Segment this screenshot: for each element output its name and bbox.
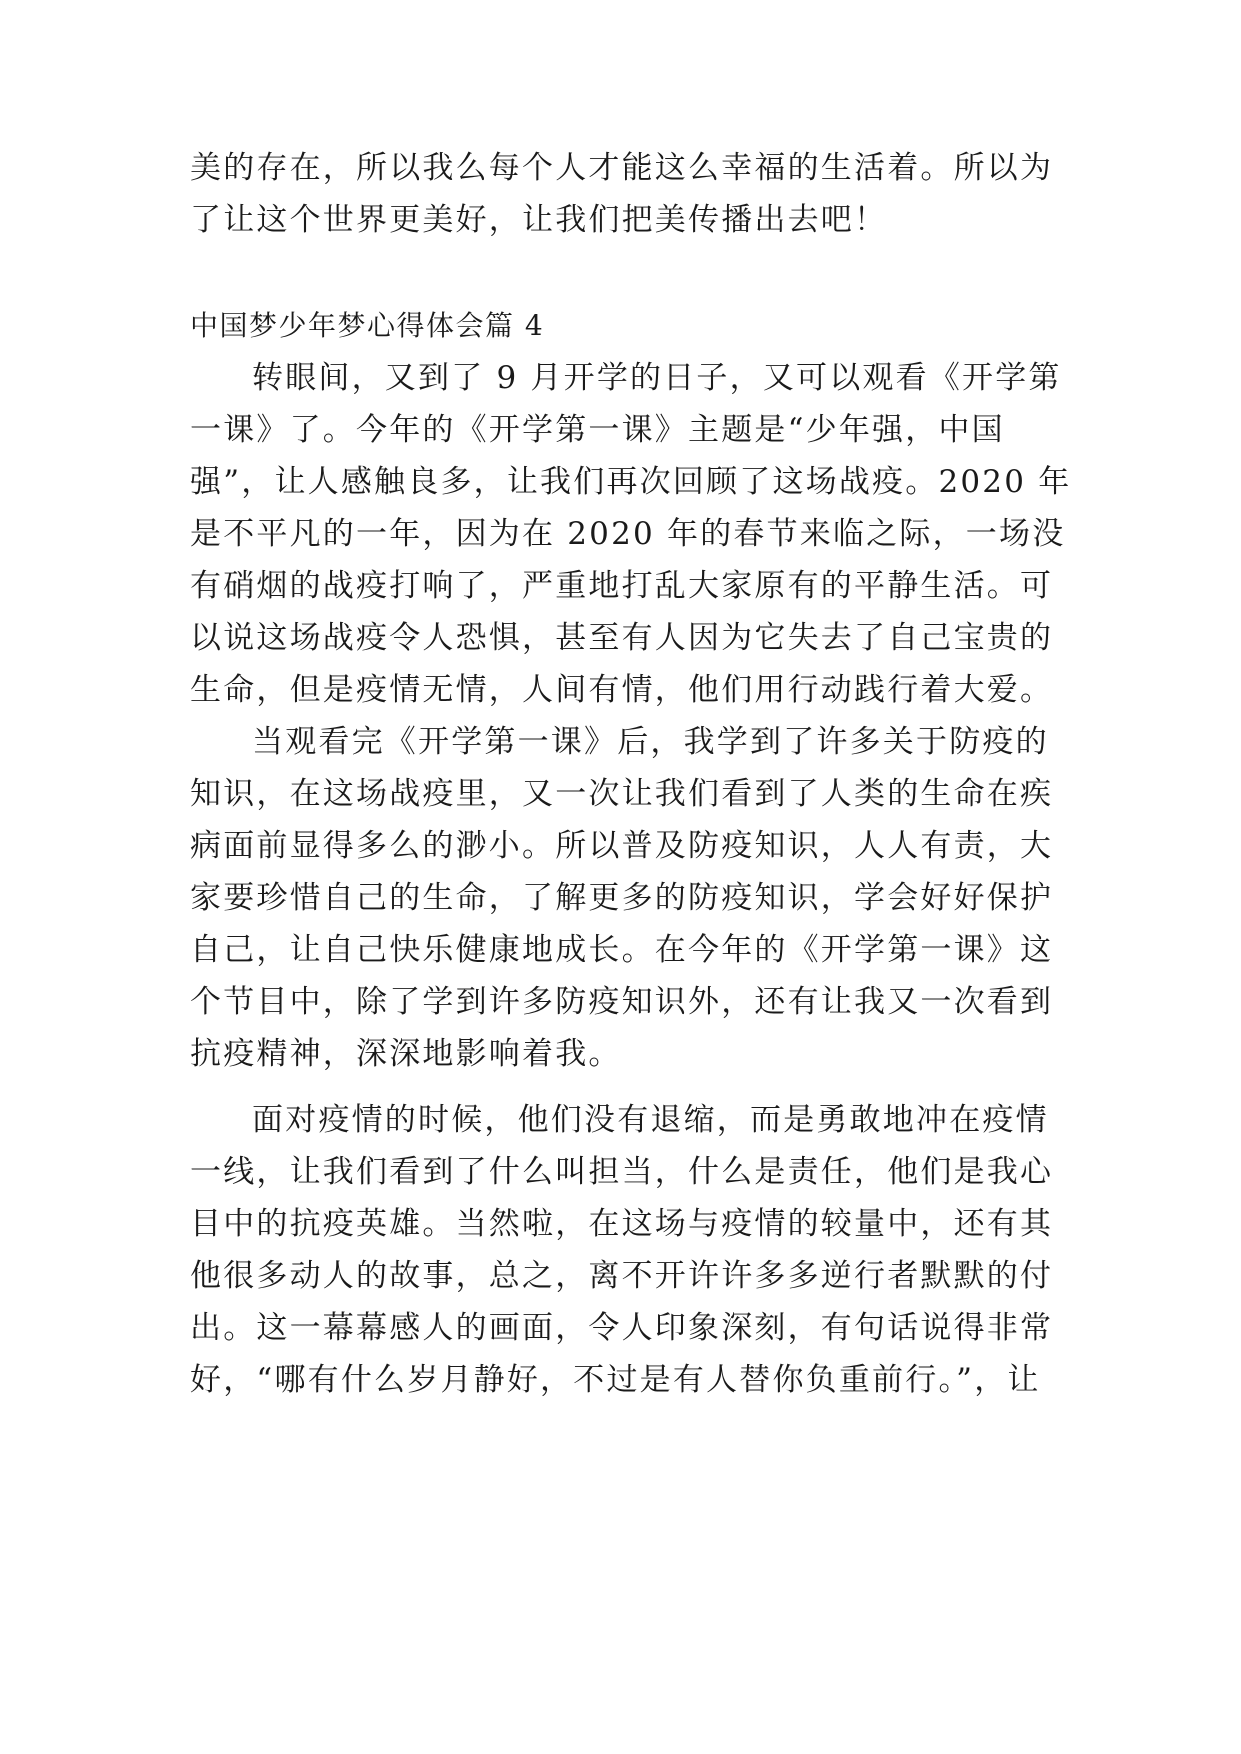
text-line: 生命，但是疫情无情，人间有情，他们用行动践行着大爱。 bbox=[190, 672, 1054, 708]
text-line: 自己，让自己快乐健康地成长。在今年的《开学第一课》这 bbox=[190, 932, 1054, 968]
text-line: 一课》了。今年的《开学第一课》主题是“少年强，中国 bbox=[190, 412, 1005, 448]
text-line: 面对疫情的时候，他们没有退缩，而是勇敢地冲在疫情 bbox=[252, 1102, 1049, 1138]
text-line: 美的存在，所以我么每个人才能这么幸福的生活着。所以为 bbox=[190, 150, 1054, 186]
text-line: 以说这场战疫令人恐惧，甚至有人因为它失去了自己宝贵的 bbox=[190, 620, 1054, 656]
text-line: 家要珍惜自己的生命，了解更多的防疫知识，学会好好保护 bbox=[190, 880, 1054, 916]
text-line: 知识，在这场战疫里，又一次让我们看到了人类的生命在疾 bbox=[190, 776, 1054, 812]
text-line: 好，“哪有什么岁月静好，不过是有人替你负重前行。”，让 bbox=[190, 1362, 1041, 1398]
text-line: 转眼间，又到了 9 月开学的日子，又可以观看《开学第 bbox=[252, 360, 1062, 396]
text-line: 了让这个世界更美好，让我们把美传播出去吧！ bbox=[190, 202, 888, 238]
text-line: 抗疫精神，深深地影响着我。 bbox=[190, 1036, 622, 1072]
text-line: 是不平凡的一年，因为在 2020 年的春节来临之际，一场没 bbox=[190, 516, 1066, 552]
text-line: 当观看完《开学第一课》后，我学到了许多关于防疫的 bbox=[252, 724, 1049, 760]
text-line: 病面前显得多么的渺小。所以普及防疫知识，人人有责，大 bbox=[190, 828, 1054, 864]
text-line: 有硝烟的战疫打响了，严重地打乱大家原有的平静生活。可 bbox=[190, 568, 1054, 604]
text-line: 强”，让人感触良多，让我们再次回顾了这场战疫。2020 年 bbox=[190, 464, 1072, 500]
text-line: 目中的抗疫英雄。当然啦，在这场与疫情的较量中，还有其 bbox=[190, 1206, 1054, 1242]
text-line: 他很多动人的故事，总之，离不开许许多多逆行者默默的付 bbox=[190, 1258, 1054, 1294]
text-line: 一线，让我们看到了什么叫担当，什么是责任，他们是我心 bbox=[190, 1154, 1054, 1190]
text-line: 个节目中，除了学到许多防疫知识外，还有让我又一次看到 bbox=[190, 984, 1054, 1020]
section-title: 中国梦少年梦心得体会篇 4 bbox=[190, 309, 545, 342]
text-line: 出。这一幕幕感人的画面，令人印象深刻，有句话说得非常 bbox=[190, 1310, 1054, 1346]
